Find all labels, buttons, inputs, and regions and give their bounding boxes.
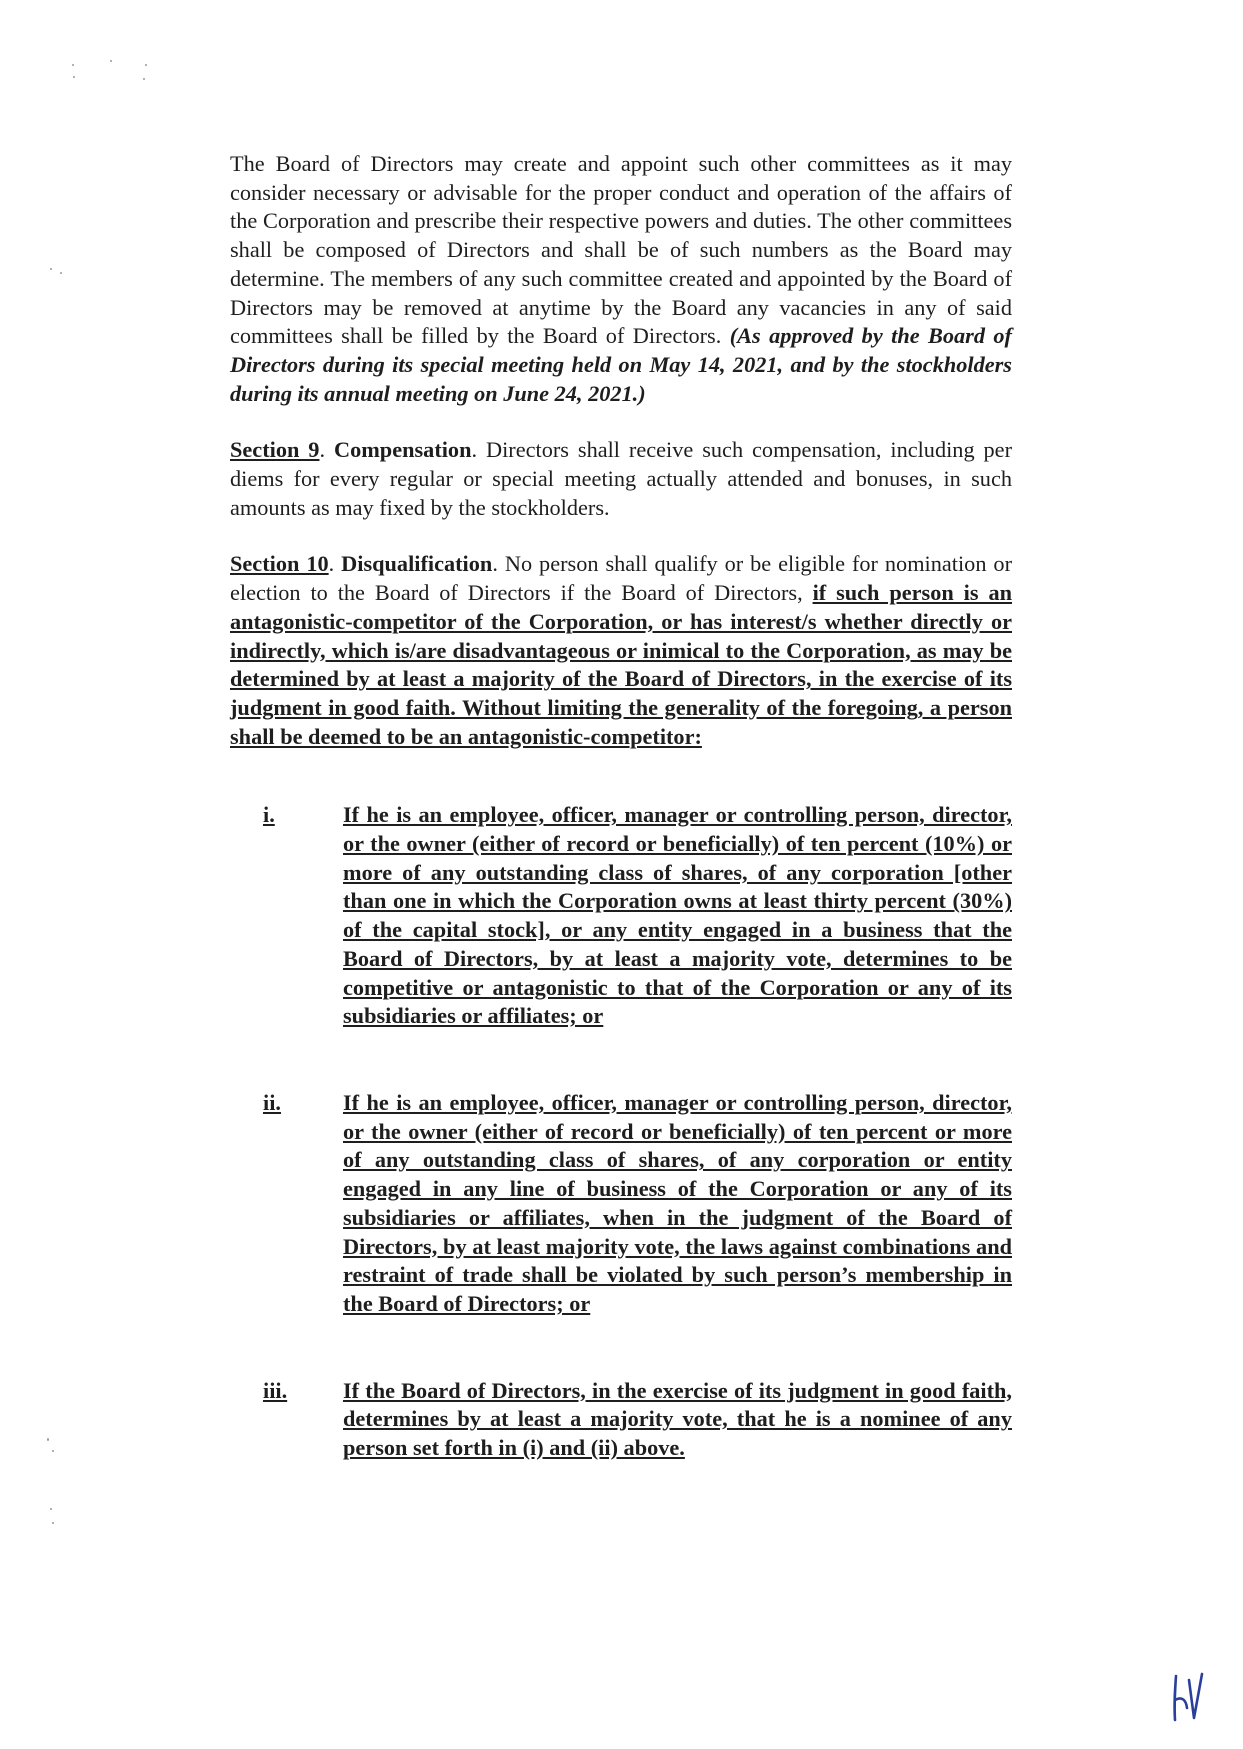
section-9-title: Compensation: [333, 437, 472, 463]
list-item: [230, 801, 1012, 1031]
section-10-text: No person shall qualify or be eligible for nomination or election to the Board of Directors if the Board of Directors,: [230, 551, 1012, 606]
list-item-text: If he is an employee, officer, manager or controlling person, director, or the owner (either of record or beneficially) of ten percent (10%) or more of any outstanding class of shares, of any corporation [other than one in which the Corporation owns at least thirty percent (30%) of the capital stock], or any entity engaged in a business that the Board of Directors, by at least a majority vote, determines to be competitive or antagonistic to that of the Corporation or any of its subsidiaries or affiliates; or: [343, 802, 1012, 1029]
disqualification-list: [230, 801, 1012, 1462]
section-9-text: Directors shall receive such compensation, including per diems for every regular or special meeting actually attended and bonuses, in such amounts as may fixed by the stockholders.: [230, 437, 1012, 520]
section-10-label: Section 10: [230, 551, 329, 577]
document-page: [230, 150, 1012, 1463]
list-item-number: ii.: [263, 1089, 281, 1115]
section-10-amended-text: if such person is an antagonistic-competitor of the Corporation, or has interest/s whether directly or indirectly, which is/are disadvantageous or inimical to the Corporation, as may be determined by at least a majority of the Board of Directors, in the exercise of its judgment in good faith. Without limiting the generality of the foregoing, a person shall be deemed to be an antagonistic-competitor:: [230, 580, 1013, 749]
list-item-number: iii.: [263, 1377, 288, 1403]
list-item: [230, 1377, 1012, 1463]
section-10-paragraph: Section 10. Disqualification. No person shall qualify or be eligible for nomination or election to the Board of Directors if the Board of Directors, if such person is an antagonistic-competitor of the Corporation, or has interest/s whether directly or indirectly, which is/are disadvantageous or inimical to the Corporation, as may be determined by at least a majority of the Board of Directors, in the exercise of its judgment in good faith. Without limiting the generality of the foregoing, a person shall be deemed to be an antagonistic-competitor:: [230, 551, 1013, 749]
list-item-text: If he is an employee, officer, manager or controlling person, director, or the owner (either of record or beneficially) of ten percent or more of any outstanding class of shares, of any corporation or entity engaged in any line of business of the Corporation or any of its subsidiaries or affiliates, when in the judgment of the Board of Directors, by at least majority vote, the laws against combinations and restraint of trade shall be violated by such person’s membership in the Board of Directors; or: [343, 1089, 1012, 1316]
section-10-title: Disqualification: [341, 551, 493, 577]
signature-initials-icon: [1170, 1670, 1206, 1726]
approval-note: (As approved by the Board of Directors during its special meeting held on May 14, 2021, and by the stockholders during its annual meeting on June 24, 2021.): [230, 323, 1012, 406]
section-9-label: Section 9: [230, 437, 320, 463]
list-item-number: i.: [263, 802, 275, 828]
list-item: [230, 1089, 1012, 1319]
list-item-text: If the Board of Directors, in the exercise of its judgment in good faith, determines by at least a majority vote, that he is a nominee of any person set forth in (i) and (ii) above.: [343, 1377, 1012, 1461]
section-9-paragraph: Section 9. Compensation. Directors shall receive such compensation, including per diems for every regular or special meeting actually attended and bonuses, in such amounts as may fixed by the stockholders.: [230, 437, 1012, 520]
committees-text: The Board of Directors may create and appoint such other committees as it may consider necessary or advisable for the proper conduct and operation of the affairs of the Corporation and prescribe their respective powers and duties. The other committees shall be composed of Directors and shall be of such numbers as the Board may determine. The members of any such committee created and appointed by the Board of Directors may be removed at anytime by the Board any vacancies in any of said committees shall be filled by the Board of Directors.: [230, 151, 1012, 349]
committees-paragraph: [230, 150, 1012, 408]
